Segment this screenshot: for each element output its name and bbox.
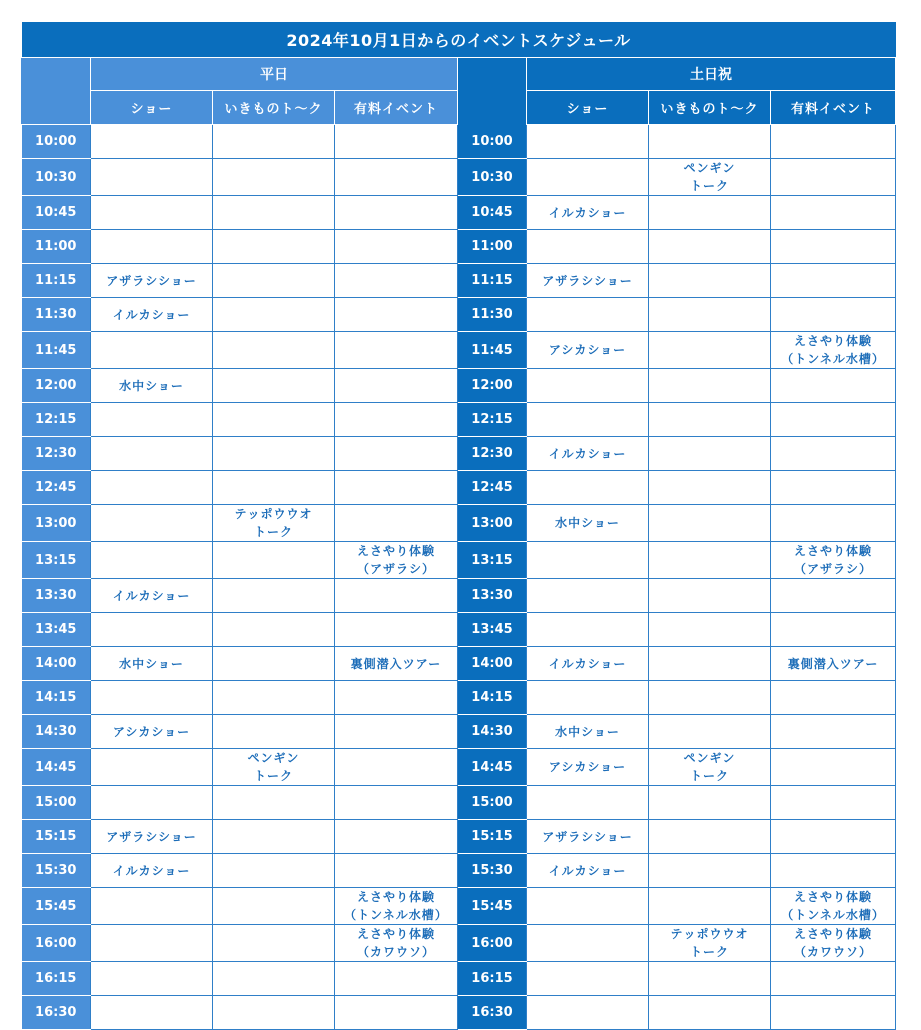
event-cell-weekend: アザラシショー [527, 264, 649, 298]
event-cell-weekend [649, 613, 771, 647]
time-cell-weekend: 15:15 [458, 820, 527, 854]
event-cell-weekend [649, 125, 771, 159]
event-cell-weekday [335, 579, 458, 613]
event-cell-weekend [771, 159, 896, 196]
time-cell-weekend: 10:45 [458, 196, 527, 230]
group-header-weekday: 平日 [91, 58, 458, 91]
time-cell-weekday: 15:15 [22, 820, 91, 854]
table-row [22, 613, 896, 647]
table-row [22, 820, 896, 854]
time-cell-weekend: 14:00 [458, 647, 527, 681]
event-cell-weekend [527, 369, 649, 403]
time-cell-weekend: 14:45 [458, 749, 527, 786]
event-cell-weekday [335, 471, 458, 505]
event-cell-weekend [527, 298, 649, 332]
time-cell-weekend: 14:15 [458, 681, 527, 715]
table-row [22, 715, 896, 749]
time-cell-weekend: 12:30 [458, 437, 527, 471]
event-cell-weekday: テッポウウオ トーク [213, 505, 335, 542]
time-cell-weekday: 14:45 [22, 749, 91, 786]
event-cell-weekday [91, 786, 213, 820]
table-row [22, 196, 896, 230]
event-cell-weekend [649, 888, 771, 925]
event-cell-weekday [213, 403, 335, 437]
time-cell-weekday: 13:30 [22, 579, 91, 613]
event-cell-weekend [649, 542, 771, 579]
event-cell-weekday [213, 962, 335, 996]
event-cell-weekday: ペンギン トーク [213, 749, 335, 786]
event-cell-weekday [213, 854, 335, 888]
event-cell-weekend [649, 471, 771, 505]
event-cell-weekend [649, 854, 771, 888]
event-cell-weekday [91, 996, 213, 1030]
event-cell-weekend: アシカショー [527, 332, 649, 369]
event-cell-weekend [771, 196, 896, 230]
table-row [22, 749, 896, 786]
event-cell-weekend [649, 298, 771, 332]
event-cell-weekday: アザラシショー [91, 264, 213, 298]
event-cell-weekend [649, 647, 771, 681]
event-cell-weekday [213, 298, 335, 332]
event-cell-weekday [213, 437, 335, 471]
event-cell-weekday [335, 820, 458, 854]
time-cell-weekday: 14:30 [22, 715, 91, 749]
event-cell-weekend [649, 264, 771, 298]
schedule-table [21, 22, 896, 1030]
time-cell-weekday: 15:00 [22, 786, 91, 820]
event-cell-weekend [771, 962, 896, 996]
event-cell-weekend [771, 125, 896, 159]
event-cell-weekend [771, 298, 896, 332]
event-cell-weekday [91, 505, 213, 542]
event-cell-weekday: イルカショー [91, 298, 213, 332]
event-cell-weekday [91, 925, 213, 962]
event-cell-weekday [335, 264, 458, 298]
event-cell-weekend [649, 369, 771, 403]
event-cell-weekday [91, 230, 213, 264]
event-cell-weekend [649, 820, 771, 854]
event-cell-weekend [527, 159, 649, 196]
event-cell-weekday [213, 786, 335, 820]
schedule-container [21, 22, 895, 1030]
time-cell-weekend: 11:30 [458, 298, 527, 332]
time-cell-weekend: 11:15 [458, 264, 527, 298]
event-cell-weekend [771, 437, 896, 471]
table-row [22, 159, 896, 196]
table-row [22, 962, 896, 996]
event-cell-weekday [213, 996, 335, 1030]
event-cell-weekend [771, 403, 896, 437]
event-cell-weekday [91, 332, 213, 369]
event-cell-weekday: えさやり体験 （アザラシ） [335, 542, 458, 579]
event-cell-weekend: 水中ショー [527, 715, 649, 749]
time-cell-weekday: 12:30 [22, 437, 91, 471]
table-row [22, 854, 896, 888]
event-cell-weekend: えさやり体験 （カワウソ） [771, 925, 896, 962]
event-cell-weekday [213, 125, 335, 159]
event-cell-weekend [771, 681, 896, 715]
time-header-weekend [458, 58, 527, 125]
event-cell-weekday [213, 264, 335, 298]
event-cell-weekday [213, 820, 335, 854]
event-cell-weekday [213, 647, 335, 681]
time-cell-weekday: 14:15 [22, 681, 91, 715]
event-cell-weekend [527, 471, 649, 505]
event-cell-weekend: えさやり体験 （トンネル水槽） [771, 888, 896, 925]
event-cell-weekday [213, 471, 335, 505]
event-cell-weekday [335, 715, 458, 749]
time-cell-weekend: 16:15 [458, 962, 527, 996]
event-cell-weekday: イルカショー [91, 579, 213, 613]
time-cell-weekday: 13:45 [22, 613, 91, 647]
event-cell-weekend [527, 579, 649, 613]
event-cell-weekend [649, 403, 771, 437]
event-cell-weekday [335, 996, 458, 1030]
time-cell-weekend: 13:45 [458, 613, 527, 647]
event-cell-weekend [771, 786, 896, 820]
event-cell-weekday [335, 854, 458, 888]
event-cell-weekday [91, 888, 213, 925]
time-cell-weekend: 12:00 [458, 369, 527, 403]
event-cell-weekend: えさやり体験 （トンネル水槽） [771, 332, 896, 369]
table-row [22, 888, 896, 925]
event-cell-weekday [335, 159, 458, 196]
table-row [22, 681, 896, 715]
column-header-paid-weekend: 有料イベント [771, 91, 896, 125]
time-cell-weekday: 16:00 [22, 925, 91, 962]
event-cell-weekend [649, 332, 771, 369]
event-cell-weekend: アザラシショー [527, 820, 649, 854]
event-cell-weekend [771, 369, 896, 403]
table-row [22, 264, 896, 298]
table-row [22, 298, 896, 332]
table-row [22, 996, 896, 1030]
group-header-weekend: 土日祝 [527, 58, 896, 91]
event-cell-weekend [527, 996, 649, 1030]
event-cell-weekday [213, 715, 335, 749]
event-cell-weekday [91, 471, 213, 505]
event-cell-weekday [213, 332, 335, 369]
table-row [22, 786, 896, 820]
time-cell-weekend: 11:45 [458, 332, 527, 369]
event-cell-weekend [527, 786, 649, 820]
event-cell-weekday [213, 196, 335, 230]
time-cell-weekday: 12:00 [22, 369, 91, 403]
event-cell-weekend: 水中ショー [527, 505, 649, 542]
event-cell-weekday [91, 681, 213, 715]
event-cell-weekday [335, 613, 458, 647]
event-cell-weekday: えさやり体験 （カワウソ） [335, 925, 458, 962]
event-cell-weekend [771, 471, 896, 505]
time-cell-weekday: 13:15 [22, 542, 91, 579]
event-cell-weekend [527, 925, 649, 962]
event-cell-weekday [213, 613, 335, 647]
event-cell-weekday [335, 403, 458, 437]
event-cell-weekend [649, 681, 771, 715]
event-cell-weekend [771, 854, 896, 888]
table-row [22, 437, 896, 471]
event-cell-weekend [771, 749, 896, 786]
event-cell-weekday [213, 681, 335, 715]
event-cell-weekend: イルカショー [527, 647, 649, 681]
event-cell-weekday [335, 125, 458, 159]
event-cell-weekday [335, 786, 458, 820]
event-cell-weekday [213, 579, 335, 613]
time-cell-weekday: 13:00 [22, 505, 91, 542]
event-cell-weekend: テッポウウオ トーク [649, 925, 771, 962]
event-cell-weekend [527, 613, 649, 647]
time-cell-weekend: 10:00 [458, 125, 527, 159]
event-cell-weekend: ペンギン トーク [649, 159, 771, 196]
event-cell-weekday: えさやり体験 （トンネル水槽） [335, 888, 458, 925]
time-cell-weekend: 12:45 [458, 471, 527, 505]
time-cell-weekday: 16:15 [22, 962, 91, 996]
time-cell-weekend: 13:30 [458, 579, 527, 613]
event-cell-weekday [91, 613, 213, 647]
event-cell-weekend [649, 230, 771, 264]
event-cell-weekday [335, 230, 458, 264]
table-row [22, 403, 896, 437]
event-cell-weekend [527, 888, 649, 925]
event-cell-weekday [91, 437, 213, 471]
table-row [22, 332, 896, 369]
time-cell-weekend: 13:15 [458, 542, 527, 579]
event-cell-weekend [771, 230, 896, 264]
event-cell-weekend [649, 996, 771, 1030]
event-cell-weekend [771, 264, 896, 298]
table-row [22, 579, 896, 613]
event-cell-weekend [771, 996, 896, 1030]
event-cell-weekday [91, 196, 213, 230]
column-header-talk-weekday: いきものト～ク [213, 91, 335, 125]
time-cell-weekend: 16:30 [458, 996, 527, 1030]
event-cell-weekday [335, 298, 458, 332]
time-cell-weekend: 16:00 [458, 925, 527, 962]
event-cell-weekend [649, 962, 771, 996]
event-cell-weekday [91, 403, 213, 437]
time-cell-weekday: 11:00 [22, 230, 91, 264]
event-cell-weekend [771, 505, 896, 542]
event-cell-weekend [527, 125, 649, 159]
event-cell-weekday [335, 749, 458, 786]
time-cell-weekday: 16:30 [22, 996, 91, 1030]
event-cell-weekend: イルカショー [527, 854, 649, 888]
event-cell-weekday [335, 369, 458, 403]
time-cell-weekday: 11:15 [22, 264, 91, 298]
event-cell-weekend: イルカショー [527, 437, 649, 471]
event-cell-weekday [91, 125, 213, 159]
event-cell-weekday [91, 159, 213, 196]
event-cell-weekend: えさやり体験 （アザラシ） [771, 542, 896, 579]
table-row [22, 925, 896, 962]
time-cell-weekday: 14:00 [22, 647, 91, 681]
event-cell-weekend [527, 681, 649, 715]
event-cell-weekday [335, 196, 458, 230]
schedule-body [22, 125, 896, 1030]
table-row [22, 369, 896, 403]
event-cell-weekend [527, 230, 649, 264]
time-cell-weekend: 15:00 [458, 786, 527, 820]
table-row [22, 230, 896, 264]
time-cell-weekend: 15:30 [458, 854, 527, 888]
column-header-paid-weekday: 有料イベント [335, 91, 458, 125]
time-cell-weekday: 15:30 [22, 854, 91, 888]
event-cell-weekend: ペンギン トーク [649, 749, 771, 786]
event-cell-weekday [213, 159, 335, 196]
event-cell-weekend: イルカショー [527, 196, 649, 230]
event-cell-weekend [527, 962, 649, 996]
event-cell-weekday [335, 505, 458, 542]
event-cell-weekend [649, 579, 771, 613]
time-cell-weekday: 10:30 [22, 159, 91, 196]
event-cell-weekend: 裏側潜入ツアー [771, 647, 896, 681]
event-cell-weekday: アザラシショー [91, 820, 213, 854]
event-cell-weekday [91, 962, 213, 996]
event-cell-weekend [771, 820, 896, 854]
table-row [22, 471, 896, 505]
event-cell-weekend [649, 505, 771, 542]
table-row [22, 542, 896, 579]
time-cell-weekend: 15:45 [458, 888, 527, 925]
time-cell-weekday: 10:45 [22, 196, 91, 230]
page-title: 2024年10月1日からのイベントスケジュール [22, 22, 896, 58]
event-cell-weekend [771, 579, 896, 613]
time-cell-weekday: 11:45 [22, 332, 91, 369]
time-cell-weekend: 13:00 [458, 505, 527, 542]
event-cell-weekend [771, 715, 896, 749]
table-row [22, 647, 896, 681]
event-cell-weekday [335, 437, 458, 471]
time-cell-weekend: 12:15 [458, 403, 527, 437]
event-cell-weekday: 裏側潜入ツアー [335, 647, 458, 681]
time-cell-weekday: 10:00 [22, 125, 91, 159]
table-row [22, 125, 896, 159]
time-cell-weekday: 12:45 [22, 471, 91, 505]
time-header-weekday [22, 58, 91, 125]
event-cell-weekend [649, 715, 771, 749]
event-cell-weekend [649, 437, 771, 471]
event-cell-weekend [649, 196, 771, 230]
event-cell-weekday [213, 230, 335, 264]
event-cell-weekend [527, 542, 649, 579]
time-cell-weekend: 11:00 [458, 230, 527, 264]
event-cell-weekday [335, 962, 458, 996]
column-header-show-weekday: ショー [91, 91, 213, 125]
event-cell-weekday [213, 369, 335, 403]
time-cell-weekday: 11:30 [22, 298, 91, 332]
event-cell-weekend: アシカショー [527, 749, 649, 786]
time-cell-weekday: 15:45 [22, 888, 91, 925]
time-cell-weekend: 14:30 [458, 715, 527, 749]
column-header-talk-weekend: いきものト～ク [649, 91, 771, 125]
event-cell-weekday [335, 332, 458, 369]
event-cell-weekday: 水中ショー [91, 647, 213, 681]
event-cell-weekday: アシカショー [91, 715, 213, 749]
event-cell-weekend [771, 613, 896, 647]
table-row [22, 505, 896, 542]
event-cell-weekday [213, 925, 335, 962]
event-cell-weekday [91, 749, 213, 786]
time-cell-weekend: 10:30 [458, 159, 527, 196]
event-cell-weekend [527, 403, 649, 437]
event-cell-weekend [649, 786, 771, 820]
event-cell-weekday [213, 542, 335, 579]
event-cell-weekday: イルカショー [91, 854, 213, 888]
event-cell-weekday: 水中ショー [91, 369, 213, 403]
time-cell-weekday: 12:15 [22, 403, 91, 437]
event-cell-weekday [91, 542, 213, 579]
event-cell-weekday [213, 888, 335, 925]
column-header-show-weekend: ショー [527, 91, 649, 125]
event-cell-weekday [335, 681, 458, 715]
